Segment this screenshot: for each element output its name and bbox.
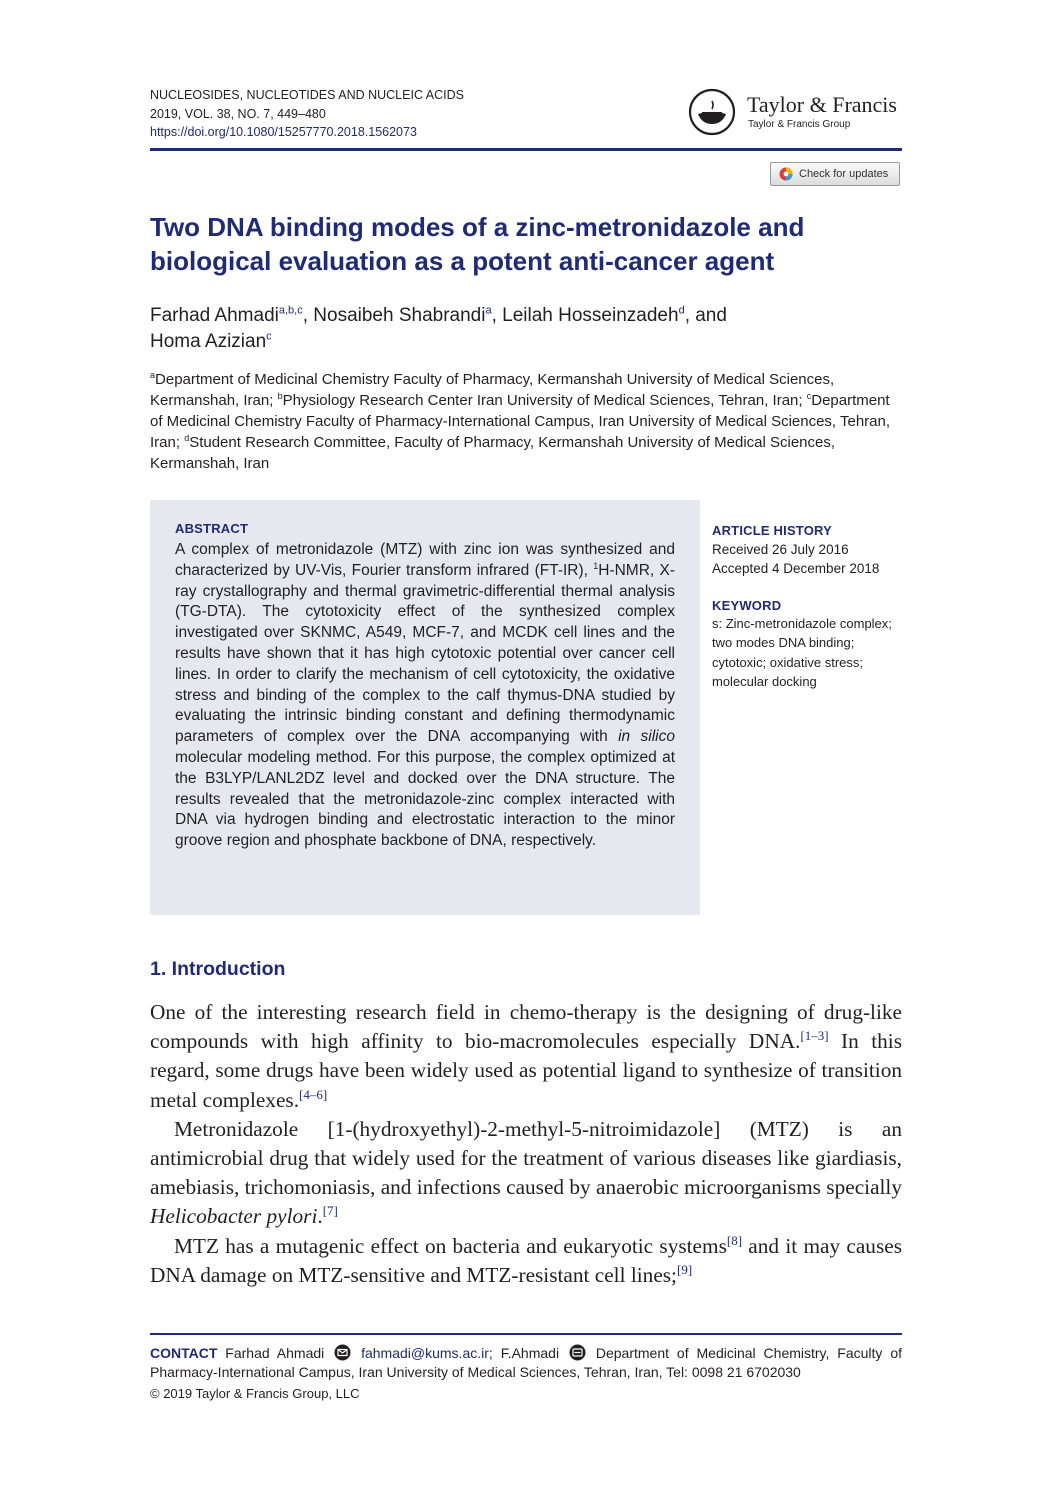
citation-link[interactable]: [8] [726,1232,743,1248]
abstract-heading: ABSTRACT [175,521,249,536]
paragraph [150,1115,902,1232]
check-for-updates-button[interactable] [770,162,900,186]
text-run: Metronidazole [1-(hydroxyethyl)-2-methyl-5-nitroimidazole] (MTZ) is an antimicrobial drug that widely used for the treatment of various diseases like giardiasis, amebiasis, trichomoniasis, and infections caused by anaerobic microorganisms specially [150,1116,902,1200]
abstract-part: molecular modeling method. For this purpose, the complex optimized at the B3LYP/LANL2DZ level and docked over the DNA structure. The results revealed that the metronidazole-zinc complex interacted with DNA via hydrogen binding and electrostatic interaction to the minor groove region and phosphate backbone of DNA, respectively. [175,748,675,850]
abstract-italic: in silico [618,728,675,746]
author-affil-sup[interactable]: a,b,c [278,304,303,317]
doi-link[interactable]: https://doi.org/10.1080/15257770.2018.1562073 [150,125,417,139]
abstract-part: A complex of metronidazole (MTZ) with zinc ion was synthesized and characterized by UV-Vis, Fourier transform infrared (FT-IR), [175,541,675,579]
keywords-heading: KEYWORD [712,598,782,613]
affiliation-sup: a [150,370,156,380]
text-run: and it may causes DNA damage on MTZ-sensitive and MTZ-resistant cell lines; [150,1233,902,1287]
article-history [712,540,879,578]
accepted-date: Accepted 4 December 2018 [712,561,880,576]
contact-label: CONTACT [150,1345,218,1361]
citation-link[interactable]: [9] [676,1261,693,1277]
header-rule [150,148,902,151]
species-italic: Helicobacter pylori [150,1204,318,1229]
publisher-logo [688,86,902,140]
contact-name: Farhad Ahmadi [217,1345,333,1361]
introduction-body [150,998,902,1290]
publisher-group: Taylor & Francis Group [748,119,851,130]
journal-info [150,86,464,142]
affiliation-text: Physiology Research Center Iran University of Medical Sciences, Tehran, Iran; [282,392,807,409]
affiliation-text: Department of Medicinal Chemistry Faculty of Pharmacy-International Campus, Iran University of Medical Sciences, Tehran, Iran; [150,392,891,451]
section-heading-introduction: 1. Introduction [150,958,286,980]
author-affil-sup[interactable]: d [678,304,685,317]
publisher-lamp-icon [688,88,736,136]
email-icon [334,1344,351,1361]
journal-volume: 2019, VOL. 38, NO. 7, 449–480 [150,106,326,121]
author-list [150,303,902,355]
abstract-sup: 1 [593,560,599,571]
author-separator: , [491,305,503,326]
text-run: One of the interesting research field in chemo-therapy is the designing of drug-like compounds with high affinity to bio-macromolecules especially DNA. [150,1000,902,1054]
abstract-text [175,540,675,852]
affiliation-text: Student Research Committee, Faculty of Pharmacy, Kermanshah University of Medical Sciences, Kermanshah, Iran [150,434,836,472]
contact-email-link[interactable]: fahmadi@kums.ac.ir [361,1345,489,1361]
author-name[interactable]: Nosaibeh Shabrandi [313,305,486,326]
contact-address: Department of Medicinal Chemistry, Faculty of Pharmacy-International Campus, Iran University of Medical Sciences, Tehran, Iran, Tel: 0098 21 6702030 [150,1345,903,1380]
paragraph [150,998,902,1115]
contact-info [150,1344,902,1382]
author-affil-sup[interactable]: c [266,330,272,343]
abstract-part: H-NMR, X-ray crystallography and thermal gravimetric-differential thermal analysis (TG-DTA). The cytotoxicity effect of the synthesized complex investigated over SKNMC, A549, MCF-7, and MCDK cell lines and the results have shown that it has high cytotoxic potential over cancer cell lines. In order to clarify the mechanism of cell cytotoxicity, the oxidative stress and binding of the complex to the calf thymus-DNA studied by evaluating the intrinsic binding constant and defining thermodynamic parameters of complex over the DNA accompanying with [175,561,675,746]
author-name[interactable]: Homa Azizian [150,331,267,352]
crossmark-icon [779,167,793,181]
text-run: In this regard, some drugs have been widely used as potential ligand to synthesize of transition metal complexes. [150,1029,902,1112]
text-run: . [317,1204,323,1229]
journal-name: NUCLEOSIDES, NUCLEOTIDES AND NUCLEIC ACIDS [150,88,464,102]
author-separator: , and [684,305,727,326]
keywords-text: s: Zinc-metronidazole complex; two modes DNA binding; cytotoxic; oxidative stress; molecular docking [712,616,892,689]
check-for-updates-label: Check for updates [799,168,889,180]
affiliation-sup: b [277,391,283,401]
affiliations [150,369,902,474]
text-run: MTZ has a mutagenic effect on bacteria and eukaryotic systems [174,1233,727,1258]
affiliation-sup: c [806,391,812,401]
author-name[interactable]: Farhad Ahmadi [150,305,279,326]
received-date: Received 26 July 2016 [712,542,849,557]
author-affil-sup[interactable]: a [485,304,492,317]
footer-rule [150,1333,902,1335]
citation-link[interactable]: [1–3] [800,1028,829,1044]
author-separator: , [302,305,314,326]
affiliation-sup: d [184,433,190,443]
article-history-heading: ARTICLE HISTORY [712,523,833,538]
contact-text: ; F.Ahmadi [488,1345,567,1361]
address-icon [569,1344,586,1361]
copyright: © 2019 Taylor & Francis Group, LLC [150,1386,360,1401]
paragraph [150,1232,902,1290]
author-name[interactable]: Leilah Hosseinzadeh [502,305,679,326]
affiliation-text: Department of Medicinal Chemistry Faculty of Pharmacy, Kermanshah University of Medical Sciences, Kermanshah, Iran; [150,371,835,409]
citation-link[interactable]: [4–6] [299,1086,328,1102]
citation-link[interactable]: [7] [322,1203,338,1219]
article-title: Two DNA binding modes of a zinc-metronidazole and biological evaluation as a potent anti-cancer agent [150,212,805,276]
publisher-name: Taylor & Francis [747,92,897,117]
